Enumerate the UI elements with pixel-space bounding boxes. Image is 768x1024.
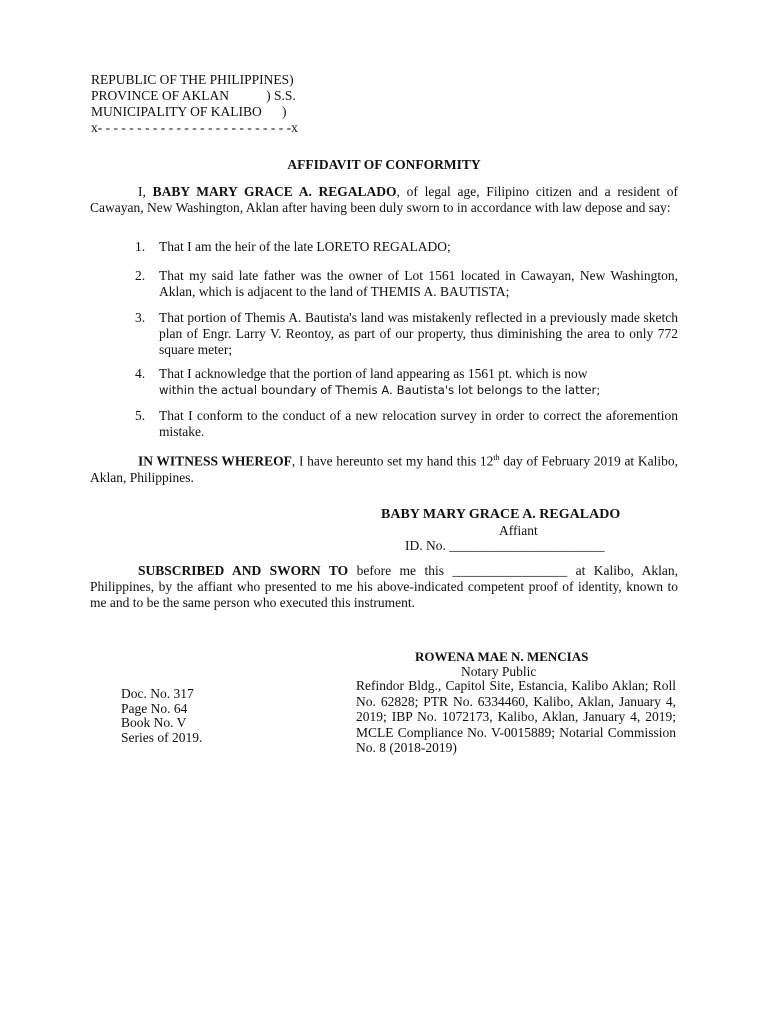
- intro-paragraph: [90, 184, 678, 216]
- caption-province: PROVINCE OF AKLAN ) S.S.: [91, 88, 296, 103]
- affiant-name-inline: BABY MARY GRACE A. REGALADO: [152, 184, 397, 199]
- witness-heading: IN WITNESS WHEREOF: [138, 453, 292, 469]
- item-text: That I conform to the conduct of a new relocation survey in order to correct the aforemention mistake.: [159, 408, 678, 439]
- jurat-heading: SUBSCRIBED AND SWORN TO: [138, 563, 349, 578]
- notary-name: ROWENA MAE N. MENCIAS: [415, 649, 589, 664]
- item-number: 1.: [135, 239, 146, 254]
- witness-text: , I have hereunto set my hand this 12: [291, 453, 494, 469]
- item-number: 4.: [135, 366, 146, 381]
- witness-text-cont: day of February 2019 at Kalibo, Aklan, Philippines.: [90, 453, 678, 485]
- item-text-line1: That I acknowledge that the portion of land appearing as 1561 pt. which is now: [159, 366, 588, 381]
- witness-paragraph: [90, 450, 678, 486]
- doc-number: Doc. No. 317: [121, 686, 194, 701]
- page-number: Page No. 64: [121, 700, 188, 716]
- item-text: That portion of Themis A. Bautista's land was mistakenly reflected in a previously made sketch plan of Engr. Larry V. Reontoy, as part of our property, thus diminishing the area to only 772 square meter;: [159, 310, 678, 357]
- item-text: That my said late father was the owner of Lot 1561 located in Cawayan, New Washington, Aklan, which is adjacent to the land of THEMIS A. BAUTISTA;: [159, 268, 678, 299]
- series-year: Series of 2019.: [121, 729, 203, 745]
- caption-republic: REPUBLIC OF THE PHILIPPINES): [91, 72, 294, 87]
- notary-details: Refindor Bldg., Capitol Site, Estancia, Kalibo Aklan; Roll No. 62828; PTR No. 6334460, Kalibo, Aklan, January 4, 2019; IBP No. 1072173, Kalibo, Aklan, January 4, 2019; MCLE Compliance No. V-0015889; Notarial Commission No. 8 (2018-2019): [356, 678, 676, 755]
- notary-role: Notary Public: [461, 664, 537, 679]
- intro-prefix: I,: [138, 184, 153, 199]
- item-number: 5.: [135, 408, 146, 423]
- witness-superscript: th: [493, 453, 500, 462]
- jurat-text: before me this _________________ at Kalibo, Aklan, Philippines, by the affiant who presented to me his above-indicated competent proof of identity, known to me and to be the same person who executed this instrument.: [90, 563, 678, 610]
- caption-separator: x- - - - - - - - - - - - - - - - - - - - - - - - -x: [91, 120, 298, 135]
- book-number: Book No. V: [121, 715, 187, 730]
- item-text: That I am the heir of the late LORETO REGALADO;: [159, 239, 451, 254]
- item-number: 3.: [135, 310, 146, 325]
- document-title: AFFIDAVIT OF CONFORMITY: [287, 157, 481, 172]
- affiant-role: Affiant: [499, 523, 538, 538]
- notarial-register-block: [121, 687, 202, 745]
- item-text-line2: within the actual boundary of Themis A. Bautista's lot belongs to the latter;: [159, 383, 601, 397]
- jurat-paragraph: [90, 563, 678, 611]
- affiant-id-line: ID. No. _______________________: [405, 538, 605, 553]
- item-number: 2.: [135, 268, 146, 283]
- caption-municipality: MUNICIPALITY OF KALIBO ): [91, 104, 287, 119]
- item-text: [159, 366, 678, 398]
- venue-caption: [91, 72, 298, 136]
- affiant-signature-name: BABY MARY GRACE A. REGALADO: [381, 507, 621, 522]
- intro-text: , of legal age, Filipino citizen and a resident of Cawayan, New Washington, Aklan after having been duly sworn to in accordance with law depose and say:: [90, 184, 679, 215]
